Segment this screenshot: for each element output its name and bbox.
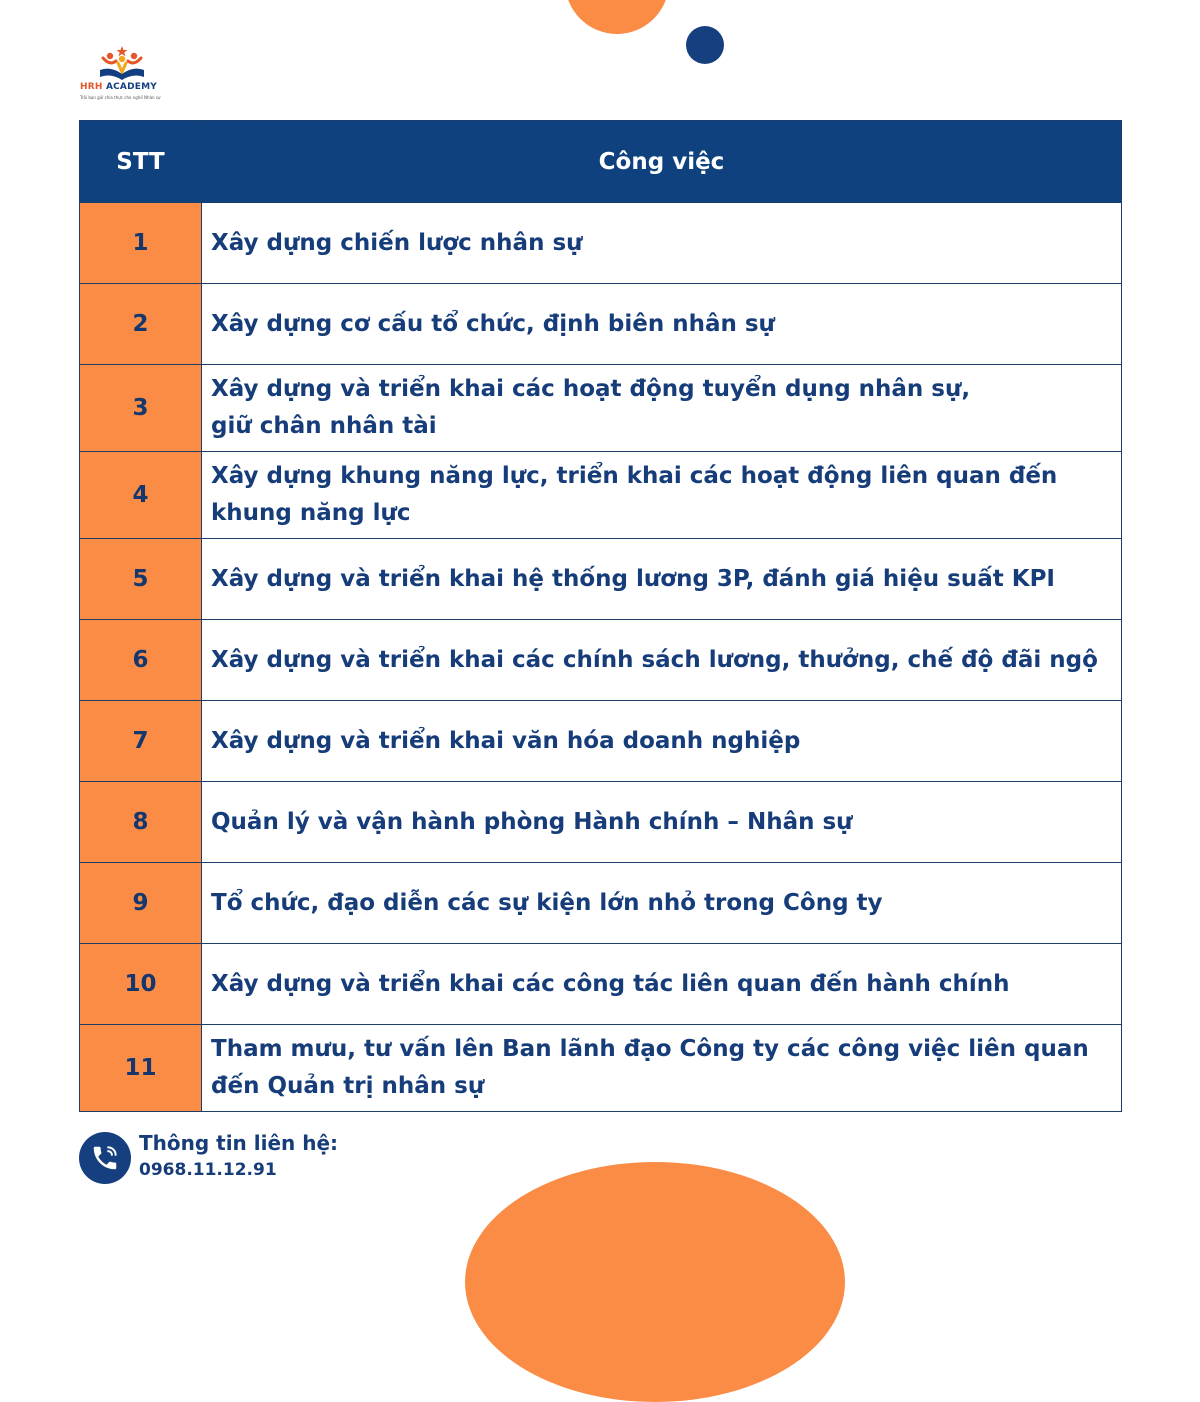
stt-cell: 10 [80,944,202,1025]
stt-cell: 9 [80,863,202,944]
task-cell: Xây dựng và triển khai các chính sách lương, thưởng, chế độ đãi ngộ [202,620,1122,701]
task-cell: Quản lý và vận hành phòng Hành chính – Nhân sự [202,782,1122,863]
table-row [80,782,1122,863]
table-row [80,620,1122,701]
stt-cell: 7 [80,701,202,782]
header-stt: STT [80,121,202,203]
stt-cell: 4 [80,452,202,539]
table-row [80,284,1122,365]
stt-cell: 11 [80,1025,202,1112]
task-cell: Xây dựng và triển khai các công tác liên quan đến hành chính [202,944,1122,1025]
stt-cell: 1 [80,203,202,284]
logo-book-people-icon [78,44,158,84]
task-cell: Xây dựng và triển khai hệ thống lương 3P, đánh giá hiệu suất KPI [202,539,1122,620]
task-line: Xây dựng và triển khai các hoạt động tuyển dụng nhân sự, [211,376,971,402]
task-cell: Tổ chức, đạo diễn các sự kiện lớn nhỏ trong Công ty [202,863,1122,944]
contact-title: Thông tin liên hệ: [139,1131,339,1155]
table-row [80,203,1122,284]
table-row [80,365,1122,452]
task-line: đến Quản trị nhân sự [211,1073,485,1099]
task-cell: Xây dựng cơ cấu tổ chức, định biên nhân sự [202,284,1122,365]
decor-circle-orange-bottom [465,1162,845,1402]
stt-cell: 3 [80,365,202,452]
table-row [80,1025,1122,1112]
task-line: giữ chân nhân tài [211,413,437,439]
stt-cell: 2 [80,284,202,365]
stt-cell: 6 [80,620,202,701]
table-header-row [80,121,1122,203]
task-line: Xây dựng khung năng lực, triển khai các hoạt động liên quan đến [211,463,1058,489]
table-row [80,944,1122,1025]
stt-cell: 5 [80,539,202,620]
phone-icon [79,1132,131,1184]
phone-glyph-icon [90,1143,120,1173]
table-row [80,863,1122,944]
hrh-academy-logo [78,44,168,104]
table-row [80,701,1122,782]
task-cell: Xây dựng và triển khai văn hóa doanh nghiệp [202,701,1122,782]
logo-wordmark: HRH ACADEMY [80,82,157,92]
decor-circle-blue-top [686,26,724,64]
task-table [79,120,1122,1112]
header-task: Công việc [202,121,1122,203]
logo-slogan: Trải bạn gửi chia thực cho nghề Nhân sự [80,95,161,100]
task-cell [202,452,1122,539]
table-row [80,539,1122,620]
task-cell [202,1025,1122,1112]
decor-circle-orange-top [565,0,669,34]
stt-cell: 8 [80,782,202,863]
task-cell [202,365,1122,452]
task-line: Tham mưu, tư vấn lên Ban lãnh đạo Công ty các công việc liên quan [211,1036,1089,1062]
contact-phone[interactable]: 0968.11.12.91 [139,1160,277,1180]
table-row [80,452,1122,539]
task-line: khung năng lực [211,500,411,526]
task-cell: Xây dựng chiến lược nhân sự [202,203,1122,284]
